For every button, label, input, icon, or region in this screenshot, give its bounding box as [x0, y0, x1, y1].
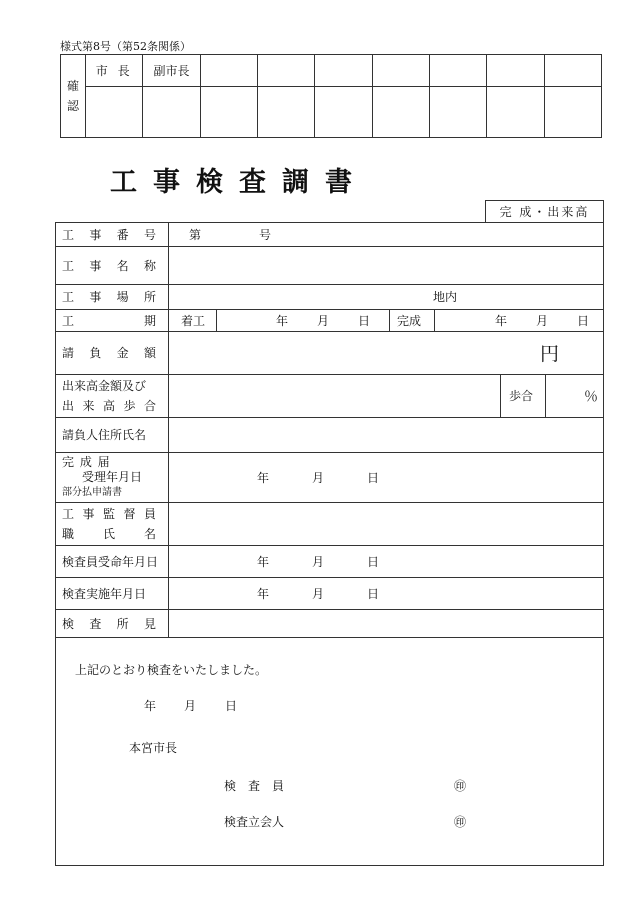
work-number-label: 工 事 番 号	[56, 223, 169, 246]
exec-date-label: 検査実施年月日	[56, 577, 169, 609]
work-period-label: 工 期	[56, 309, 169, 331]
row-work-name	[56, 246, 603, 285]
stamp-header-cell	[429, 55, 486, 87]
stamp-header-cell	[257, 55, 314, 87]
yen-unit: 円	[540, 343, 560, 365]
inspector-label: 検 査 員	[224, 779, 285, 793]
contractor-label: 請負人住所氏名	[56, 417, 169, 452]
stamp-header-cell	[487, 55, 544, 87]
divider	[216, 309, 217, 331]
stamp-cell[interactable]	[86, 87, 143, 138]
end-month-unit: 月	[536, 313, 549, 328]
number-suffix: 号	[259, 228, 272, 242]
stamp-header-cell	[315, 55, 372, 87]
number-prefix: 第	[189, 228, 202, 242]
end-year-unit: 年	[495, 313, 508, 328]
row-order-date	[56, 545, 603, 578]
row-work-number	[56, 223, 603, 247]
exec-day-unit: 日	[367, 586, 380, 601]
row-contract-amount	[56, 331, 603, 375]
addressee: 本宮市長	[129, 741, 178, 755]
witness-label: 検査立会人	[224, 815, 285, 829]
contract-amount-field[interactable]	[170, 331, 530, 374]
mayor-header: 市 長	[86, 55, 143, 87]
exec-month-unit: 月	[312, 586, 325, 601]
start-day-unit: 日	[358, 313, 371, 328]
end-label: 完成	[397, 313, 422, 328]
stamp-cell[interactable]	[315, 87, 372, 138]
divider	[389, 309, 390, 331]
supervisor-field[interactable]	[170, 502, 603, 545]
row-progress	[56, 374, 603, 418]
witness-seal: ㊞	[454, 815, 467, 829]
rate-label: 歩合	[509, 389, 534, 403]
work-number-field[interactable]	[206, 223, 246, 246]
start-label: 着工	[181, 313, 206, 328]
progress-amount-field[interactable]	[170, 374, 500, 417]
confirmation-grid	[60, 54, 602, 138]
statement-text: 上記のとおり検査をいたしました。	[75, 663, 268, 677]
findings-field[interactable]	[170, 609, 603, 637]
row-findings	[56, 609, 603, 638]
stamp-cell[interactable]	[257, 87, 314, 138]
divider	[545, 374, 546, 417]
work-name-field[interactable]	[170, 246, 603, 284]
contractor-field[interactable]	[170, 417, 603, 452]
end-day-unit: 日	[577, 313, 590, 328]
stamp-cell[interactable]	[429, 87, 486, 138]
page-title: 工事検査調書	[110, 167, 368, 198]
stamp-cell[interactable]	[372, 87, 429, 138]
completion-day-unit: 日	[367, 470, 380, 485]
inspection-kind-box: 完 成・出来高	[485, 200, 604, 222]
exec-year-unit: 年	[257, 586, 270, 601]
completion-notice-label: 完 成 届 受理年月日 部分払申請書	[56, 452, 169, 502]
row-completion-notice	[56, 452, 603, 503]
stamp-cell[interactable]	[544, 87, 601, 138]
row-supervisor	[56, 502, 603, 546]
progress-label: 出来高金額及び 出 来 高 歩 合	[56, 374, 169, 417]
work-place-label: 工 事 場 所	[56, 284, 169, 309]
witness-signature-field[interactable]	[296, 809, 446, 831]
divider	[500, 374, 501, 417]
work-name-label: 工 事 名 称	[56, 246, 169, 284]
work-place-field[interactable]	[170, 284, 420, 309]
divider	[434, 309, 435, 331]
findings-label: 検 査 所 見	[56, 609, 169, 637]
contract-amount-label: 請 負 金 額	[56, 331, 169, 374]
deputy-mayor-header: 副市長	[143, 55, 200, 87]
inspection-form	[55, 222, 604, 866]
place-suffix: 地内	[433, 290, 458, 304]
supervisor-label: 工 事 監 督 員 職 氏 名	[56, 502, 169, 545]
order-day-unit: 日	[367, 554, 380, 569]
completion-month-unit: 月	[312, 470, 325, 485]
order-date-label: 検査員受命年月日	[56, 545, 169, 577]
stamp-cell[interactable]	[143, 87, 200, 138]
stamp-header-cell	[372, 55, 429, 87]
form-number: 様式第8号（第52条関係）	[60, 40, 191, 53]
order-month-unit: 月	[312, 554, 325, 569]
stamp-cell[interactable]	[200, 87, 257, 138]
footer-year-unit: 年	[144, 699, 157, 713]
completion-year-unit: 年	[257, 470, 270, 485]
stamp-cell[interactable]	[487, 87, 544, 138]
confirm-label: 確 認	[61, 55, 86, 138]
percent-unit: ％	[584, 388, 598, 405]
row-work-place	[56, 284, 603, 310]
stamp-header-cell	[200, 55, 257, 87]
stamp-header-cell	[544, 55, 601, 87]
footer-day-unit: 日	[225, 699, 238, 713]
row-work-period	[56, 309, 603, 332]
footer-month-unit: 月	[184, 699, 197, 713]
row-contractor	[56, 417, 603, 453]
row-exec-date	[56, 577, 603, 610]
inspector-signature-field[interactable]	[296, 773, 446, 795]
order-year-unit: 年	[257, 554, 270, 569]
start-month-unit: 月	[317, 313, 330, 328]
start-year-unit: 年	[276, 313, 289, 328]
inspector-seal: ㊞	[454, 779, 467, 793]
